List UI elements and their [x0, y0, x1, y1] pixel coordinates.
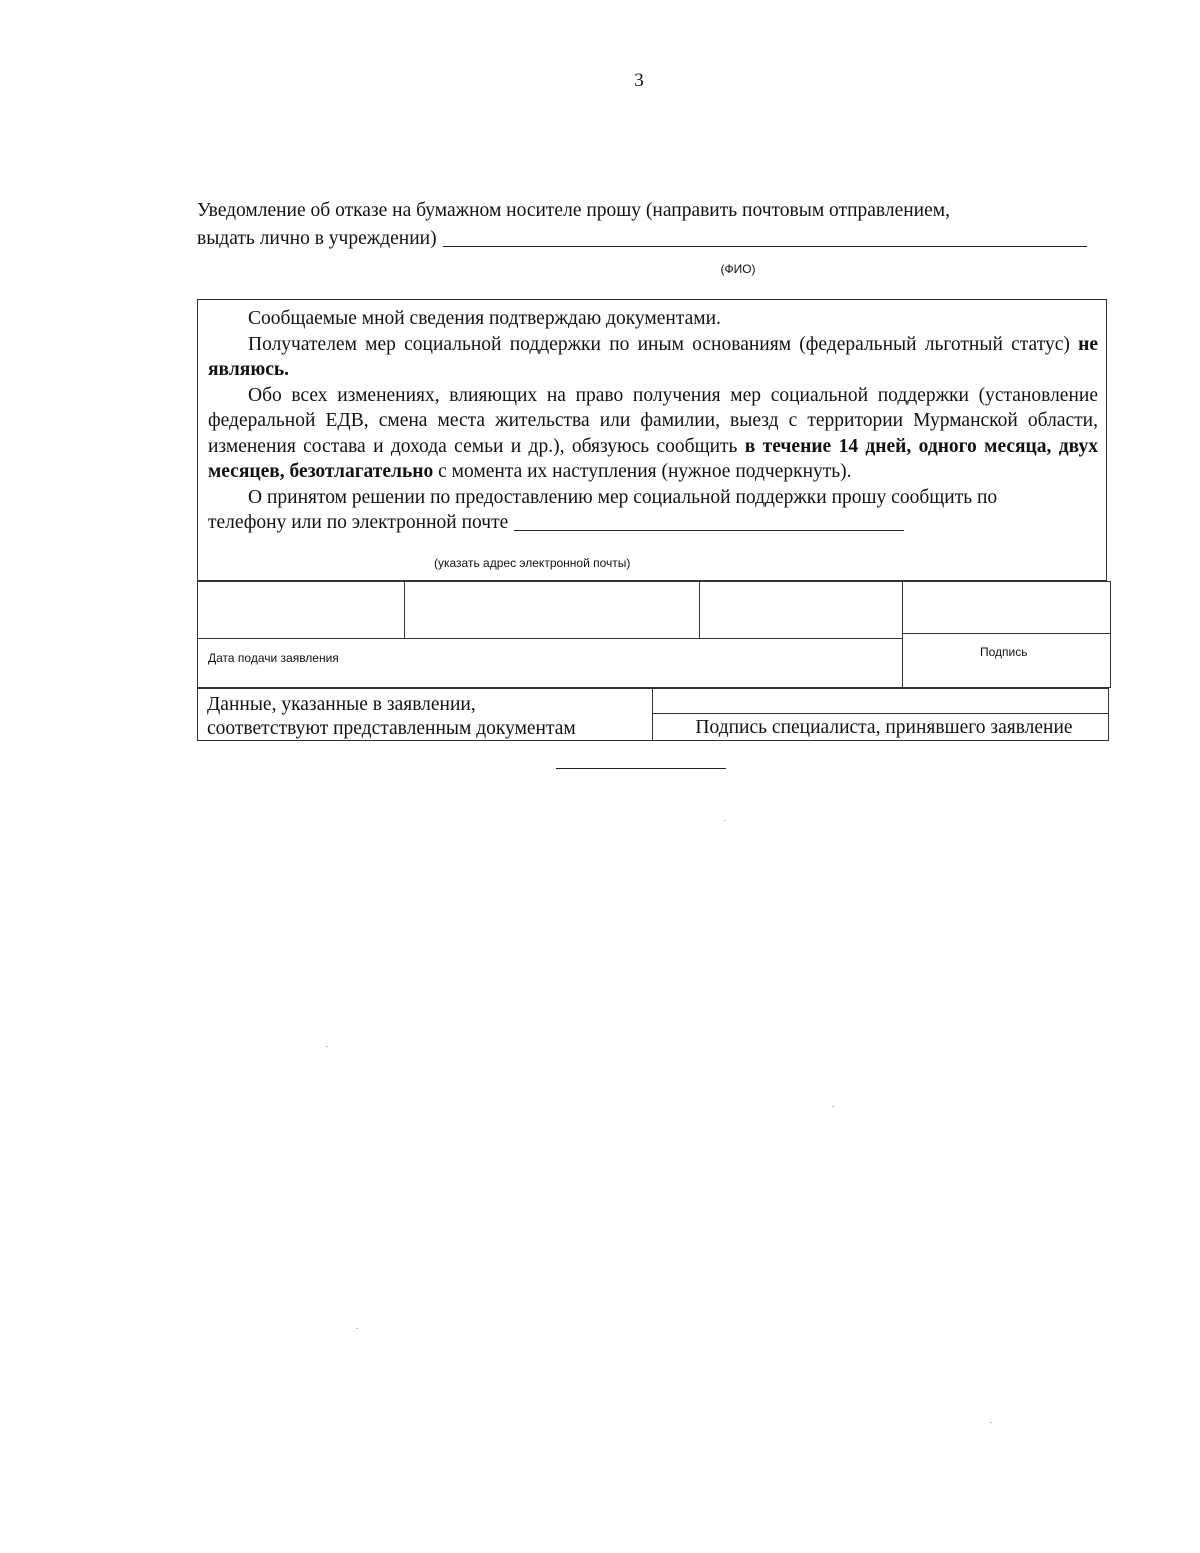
date-cell-day[interactable]	[198, 582, 404, 638]
declaration-status-bold: не являюсь.	[208, 333, 1098, 380]
fio-fill-line[interactable]	[443, 245, 1087, 247]
verification-table	[197, 688, 1109, 741]
notice-line-2	[197, 225, 1087, 253]
specialist-signature-label: Подпись специалиста, принявшего заявление	[695, 717, 1073, 738]
email-line	[208, 510, 1098, 536]
signature-cell[interactable]	[902, 582, 1110, 634]
email-caption: (указать адрес электронной почты)	[434, 556, 631, 570]
notice-line-1: Уведомление об отказе на бумажном носителе прошу (направить почтовым отправлением,	[197, 200, 950, 221]
declaration-box	[197, 299, 1107, 581]
date-label: Дата подачи заявления	[208, 651, 339, 665]
declaration-confirm: Сообщаемые мной сведения подтверждаю документами.	[248, 308, 721, 329]
signature-label: Подпись	[980, 645, 1028, 659]
divider	[902, 582, 903, 687]
declaration-changes-text: Обо всех изменениях, влияющих на право получения мер социальной поддержки (установление федеральной ЕДВ, смена места жительства или фамилии, выезд с территории Мурманской области, изменения состава и дохода семьи и др.), обязуюсь сообщить	[208, 384, 1098, 457]
divider	[699, 582, 700, 638]
refusal-notice	[197, 197, 1087, 253]
declaration-changes-tail: с момента их наступления (нужное подчеркнуть).	[438, 461, 852, 482]
verification-line-1: Данные, указанные в заявлении,	[207, 694, 476, 715]
email-fill-line[interactable]	[514, 529, 904, 531]
declaration-changes	[208, 383, 1098, 485]
verification-line-2: соответствуют представленным документам	[207, 718, 576, 739]
scan-speck	[724, 820, 726, 821]
divider	[404, 582, 405, 638]
declaration-changes-bold: в течение 14 дней, одного месяца, двух месяцев, безотлагательно	[208, 435, 1098, 482]
specialist-signature-cell[interactable]	[653, 689, 1108, 713]
email-line-text: телефону или по электронной почте	[208, 512, 509, 533]
declaration-status-text: Получателем мер социальной поддержки по иным основаниям (федеральный льготный статус)	[248, 333, 1070, 355]
notice-line-2-text: выдать лично в учреждении)	[197, 228, 437, 249]
fio-caption: (ФИО)	[720, 262, 756, 276]
declaration-contact: О принятом решении по предоставлению мер социальной поддержки прошу сообщить по	[248, 486, 998, 508]
divider	[652, 713, 1108, 714]
scan-speck	[990, 1422, 992, 1423]
signature-table	[197, 581, 1111, 688]
declaration-status	[208, 332, 1098, 383]
end-rule	[556, 768, 726, 769]
date-cell-month[interactable]	[404, 582, 699, 638]
page-number: 3	[634, 70, 644, 91]
scan-speck	[356, 1328, 358, 1329]
date-cell-year[interactable]	[699, 582, 902, 638]
scan-speck	[832, 1106, 834, 1107]
divider	[902, 633, 1110, 634]
divider	[198, 638, 902, 639]
scan-speck	[326, 1046, 328, 1047]
verification-statement	[207, 693, 576, 741]
